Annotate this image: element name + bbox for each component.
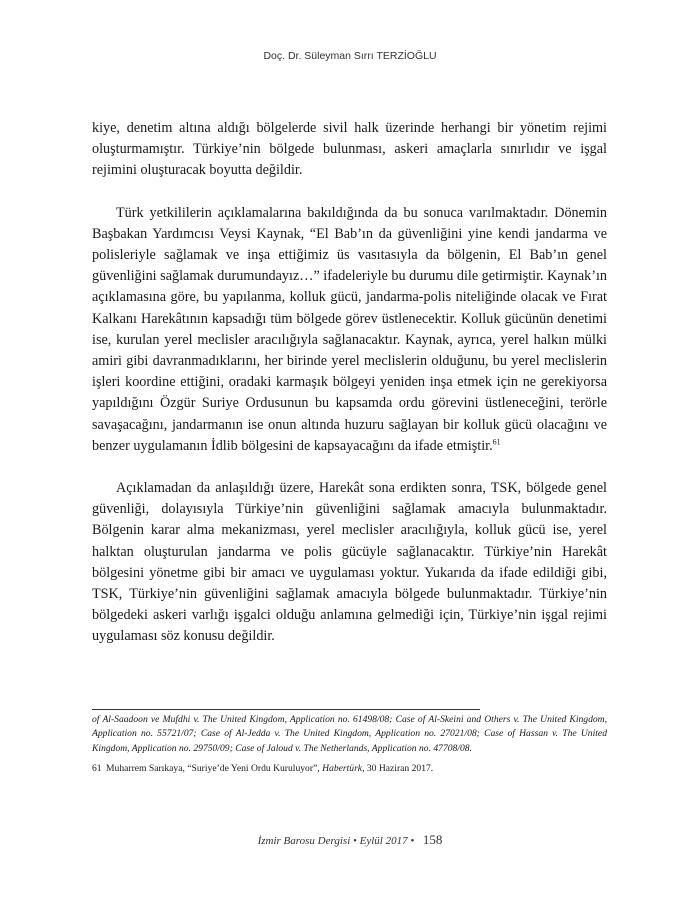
footnote-61	[92, 762, 607, 776]
paragraph-2	[92, 203, 607, 457]
footnote-divider	[92, 709, 480, 710]
footnotes	[92, 713, 607, 776]
footnote-number: 61	[92, 762, 102, 774]
footnote-source: Habertürk	[322, 762, 363, 774]
paragraph-2-text: Türk yetkililerin açıklamalarına bakıldığında da bu sonuca varılmaktadır. Dönemin Başbakan Yardımcısı Veysi Kaynak, “El Bab’ın da güvenliğini yine kendi jandarma ve polisleriyle sağlamak ve inşa ettiğimiz üs vasıtasıyla da bölgenin, El Bab’ın genel güvenliğini sağlamak durumundayız…” ifadeleriyle bu durumu dile getirmiştir. Kaynak’ın açıklamasına göre, bu yapılanma, kolluk gücü, jandarma-polis niteliğinde olacak ve Fırat Kalkanı Harekâtının kapsadığı tüm bölgede görev üstlenecektir. Kolluk gücünün denetimi ise, kurulan yerel meclisler aracılığıyla sağlanacaktır. Kaynak, ayrıca, yerel halkın mülki amiri gibi davranmadıklarını, her birinde yerel meclislerin olduğunu, bu yerel meclislerin işleri koordine ettiğini, oradaki karmaşık bölgeyi yeniden inşa etmek için ne gerekiyorsa yapıldığını Özgür Suriye Ordusunun bu kapsamda ordu görevini üstleneceğini, terörle savaşacağını, jandarmanın ise onun altında huzuru sağlayan bir kolluk gücü olacağını ve benzer uygulamanın İdlib bölgesini de kapsayacağını da ifade etmiştir.	[92, 204, 607, 454]
paragraph-3: Açıklamadan da anlaşıldığı üzere, Harekât sona erdikten sonra, TSK, bölgede genel güvenliği, dolayısıyla Türkiye’nin güvenliğini sağlamak amacıyla bulunmaktadır. Bölgenin karar alma mekanizması, yerel meclisler aracılığıyla, kolluk gücü ise, yerel halktan oluşturulan jandarma ve polis gücüyle sağlanacaktır. Türkiye’nin Harekât bölgesini yönetme gibi bir amacı ve uygulaması yoktur. Yukarıda da ifade edildiği gibi, TSK, Türkiye’nin güvenliğini sağlamak amacıyla bölgede bulunmaktadır. Türkiye’nin bölgedeki askeri varlığı işgalci olduğu anlamına gelmediği için, Türkiye’nin işgal rejimi uygulaması söz konusu değildir.	[92, 480, 607, 645]
main-text	[92, 118, 607, 669]
footnote-date: , 30 Haziran 2017.	[362, 762, 434, 774]
page-footer	[0, 832, 700, 848]
journal-name: İzmir Barosu Dergisi • Eylül 2017 •	[257, 835, 415, 847]
page-number: 158	[422, 832, 443, 847]
paragraph-1: kiye, denetim altına aldığı bölgelerde sivil halk üzerinde herhangi bir yönetim rejimi oluşturmamıştır. Türkiye’nin bölgede bulunması, askeri amaçlarla sınırlıdır ve işgal rejimini oluşturacak boyutta değildir.	[92, 120, 607, 179]
footnote-title: “Suriye’de Yeni Ordu Kuruluyor”,	[187, 762, 323, 774]
footnote-author: Muharrem Sarıkaya,	[106, 762, 188, 774]
running-head: Doç. Dr. Süleyman Sırrı TERZİOĞLU	[263, 50, 437, 62]
footnote-ref-61[interactable]: 61	[492, 437, 501, 447]
footnote-continuation: of Al-Saadoon ve Mufdhi v. The United Kingdom, Application no. 61498/08; Case of Al-Skeini and Others v. The United Kingdom, Application no. 55721/07; Case of Al-Jedda v. The United Kingdom, Application no. 27021/08; Case of Hassan v. The United Kingdom, Application no. 29750/09; Case of Jaloud v. The Netherlands, Application no. 47708/08.	[92, 714, 607, 754]
